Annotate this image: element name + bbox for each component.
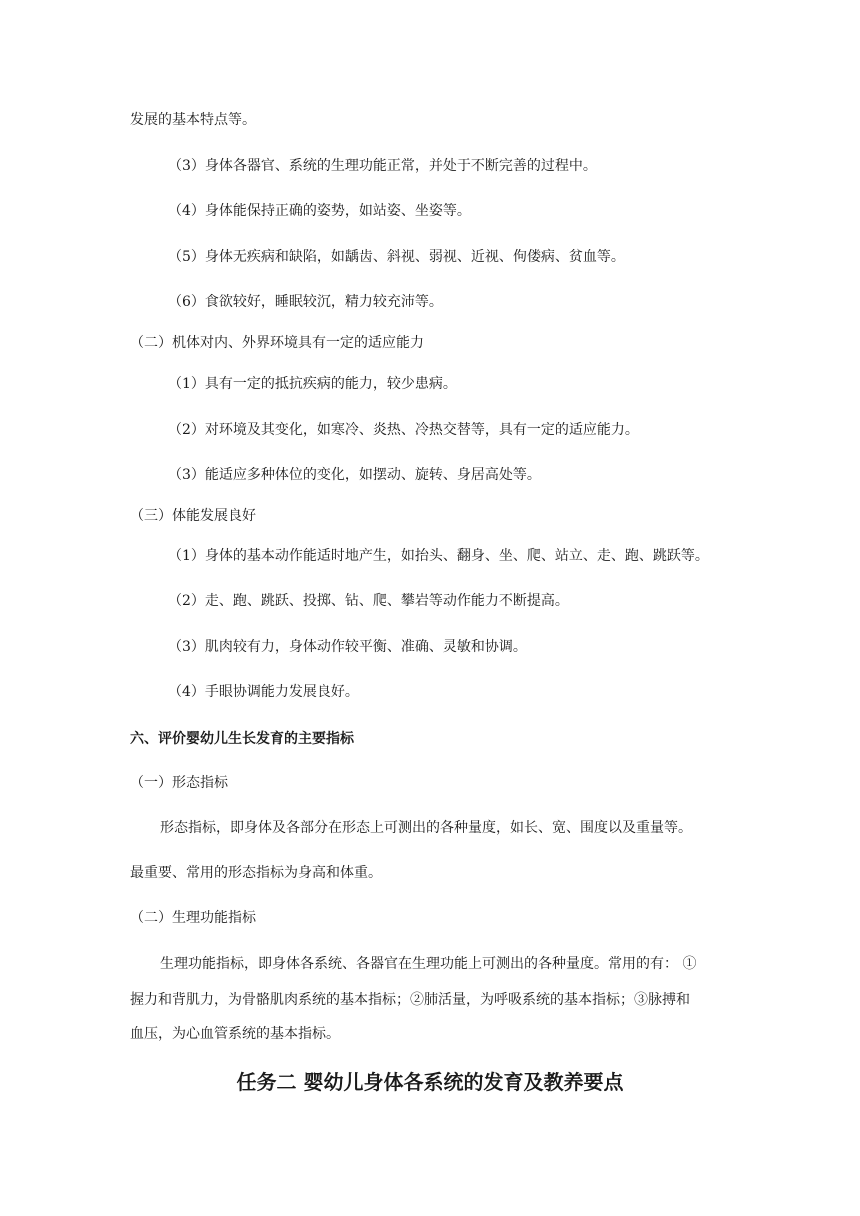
- list-item-5: （5）身体无疾病和缺陷，如龋齿、斜视、弱视、近视、佝偻病、贫血等。: [168, 249, 625, 265]
- section-heading: 六、评价婴幼儿生长发育的主要指标: [130, 731, 354, 747]
- list-item-1: （1）身体的基本动作能适时地产生，如抬头、翻身、坐、爬、站立、走、跑、跳跃等。: [168, 548, 709, 564]
- list-item-6: （6）食欲较好，睡眠较沉，精力较充沛等。: [168, 294, 443, 310]
- list-item-3: （3）肌肉较有力，身体动作较平衡、准确、灵敏和协调。: [168, 639, 527, 655]
- paragraph-line: 最重要、常用的形态指标为身高和体重。: [130, 865, 382, 881]
- paragraph-continuation: 发展的基本特点等。: [130, 112, 256, 128]
- list-item-3: （3）能适应多种体位的变化，如摆动、旋转、身居高处等。: [168, 467, 541, 483]
- paragraph-line: 生理功能指标，即身体各系统、各器官在生理功能上可测出的各种量度。常用的有： ①: [160, 956, 697, 972]
- paragraph-line: 握力和背肌力，为骨骼肌肉系统的基本指标；②肺活量，为呼吸系统的基本指标；③脉搏和: [130, 992, 690, 1008]
- paragraph-line: 形态指标，即身体及各部分在形态上可测出的各种量度，如长、宽、围度以及重量等。: [160, 820, 692, 836]
- list-item-3: （3）身体各器官、系统的生理功能正常，并处于不断完善的过程中。: [168, 158, 597, 174]
- task-title: 任务二 婴幼儿身体各系统的发育及教养要点: [236, 1070, 624, 1094]
- list-item-4: （4）身体能保持正确的姿势，如站姿、坐姿等。: [168, 203, 471, 219]
- subsection-heading-2: （二）生理功能指标: [130, 910, 256, 926]
- subsection-heading-1: （一）形态指标: [130, 775, 228, 791]
- subsection-heading-3: （三）体能发展良好: [130, 508, 256, 524]
- paragraph-line: 血压，为心血管系统的基本指标。: [130, 1026, 340, 1042]
- list-item-2: （2）走、跑、跳跃、投掷、钻、爬、攀岩等动作能力不断提高。: [168, 593, 569, 609]
- subsection-heading-2: （二）机体对内、外界环境具有一定的适应能力: [130, 335, 424, 351]
- list-item-2: （2）对环境及其变化，如寒冷、炎热、冷热交替等，具有一定的适应能力。: [168, 422, 639, 438]
- list-item-1: （1）具有一定的抵抗疾病的能力，较少患病。: [168, 376, 457, 392]
- list-item-4: （4）手眼协调能力发展良好。: [168, 684, 359, 700]
